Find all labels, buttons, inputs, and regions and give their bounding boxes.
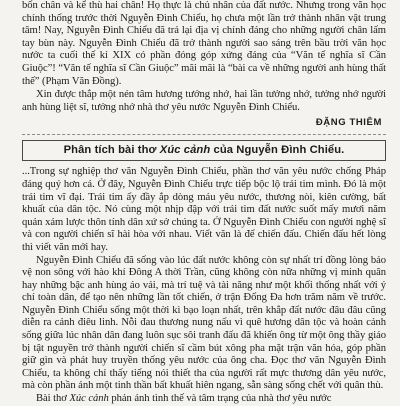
body-paragraph-3-italic: Xúc cảnh bbox=[69, 393, 109, 405]
section-title-italic: Xúc cảnh bbox=[159, 144, 211, 157]
author-name: ĐẶNG THIÊM bbox=[315, 117, 382, 129]
body-paragraph-3-prefix: Bài thơ bbox=[36, 393, 70, 405]
section-title-prefix: Phân tích bài thơ bbox=[63, 144, 160, 157]
body-paragraph-1: ...Trong sự nghiệp thơ văn Nguyễn Đình Chiểu, phần thơ văn yêu nước chống Pháp đáng quý hơn cả. Ở đây, Nguyễn Đình Chiểu trực tiếp bộc lộ trái tim mình. Đó là một trái tim vĩ đại. Trái tim ấy đầy ắp dòng máu yêu nước, thương nòi, kiên cường, bất khuất của dân tộc. Nó cùng một nhịp đập với trái tim đất nước suốt mấy mươi năm quản xám lược thôn tính dân xứ sở chúng ta. Ở Nguyễn Đình Chiểu con người nghệ sĩ và con người chiến sĩ hài hòa với nhau. Viết văn là để chiến đấu. Chiến đấu hết lòng thì viết văn mới hay. bbox=[22, 166, 386, 253]
section-title bbox=[22, 140, 386, 161]
section-title-suffix: của Nguyễn Đình Chiểu. bbox=[210, 144, 345, 157]
body-paragraph-3-suffix: phản ánh tình thế và tâm trạng của nhà thơ yêu nước bbox=[108, 393, 332, 405]
intro-paragraph-2: Xin được thắp một nén tâm hương tưởng nhớ, hai lần tưởng nhớ, tưởng nhớ người anh hùng liệt sĩ, tưởng nhớ nhà thơ yêu nước Nguyễn Đình Chiểu. bbox=[22, 89, 386, 113]
intro-paragraph-1: bốn chân và kể thù hai chân! Họ thực là chủ nhân của đất nước. Nhưng trong văn học chính thống trước thời Nguyễn Đình Chiểu, họ chưa một lần trở thành nhân vật trung tâm! Nay, Nguyễn Đình Chiểu đã trả lại địa vị chính đáng cho những người chân lấm tay bùn này. Nguyễn Đình Chiểu đã trở thành người sao sáng trên bầu trời văn học nước ta cuối thế kỉ XIX có phần đóng góp xứng đáng của “Văn tế nghĩa sĩ Cần Giuộc”! “Văn tế nghĩa sĩ Cần Giuộc” mãi mãi là “bài ca về những người anh hùng thất thế” (Phạm Văn Đồng). bbox=[22, 0, 386, 87]
body-paragraph-2: Nguyễn Đình Chiểu đã sống vào lúc đất nước không còn sự nhất trí đồng lòng bảo vệ non sông với hào khí Đông A thời Trần, cũng không còn nữa những vị minh quân hay những bậc anh hùng áo vải, mà trí tuệ và tài năng như một khối thống nhất với ý chí toàn dân, để tạo nên những lần tốt chiến, ở trận Đống Đa hơn trăm năm về trước. Nguyễn Đình Chiểu sống một thời kì bạo loạn nhất, trên khắp đất nước đâu đâu cũng diễn ra cảnh điêu linh. Nỗi đau thương nung nấu vì quê hương dân tộc và hoàn cảnh sống giữa lúc nhân dân đang luôn sục sôi tranh đấu đã khiến ông từ một ông thầy giáo bị tật nguyền trở thành người chiến sĩ cầm bút xông pha mặt trận văn hóa, góp phần giữ gìn và phát huy truyền thống yêu nước của ông cha. Đọc thơ văn Nguyễn Đình Chiểu, ta không chỉ thấy tiếng nói thiết tha của người rất mực thương dân yêu nước, mà còn phần ánh một tinh thần bất khuất hiên ngang, sẵn sàng sống chết với quân thù. bbox=[22, 254, 386, 392]
body-paragraph-3 bbox=[22, 393, 386, 406]
section-divider bbox=[22, 134, 386, 135]
